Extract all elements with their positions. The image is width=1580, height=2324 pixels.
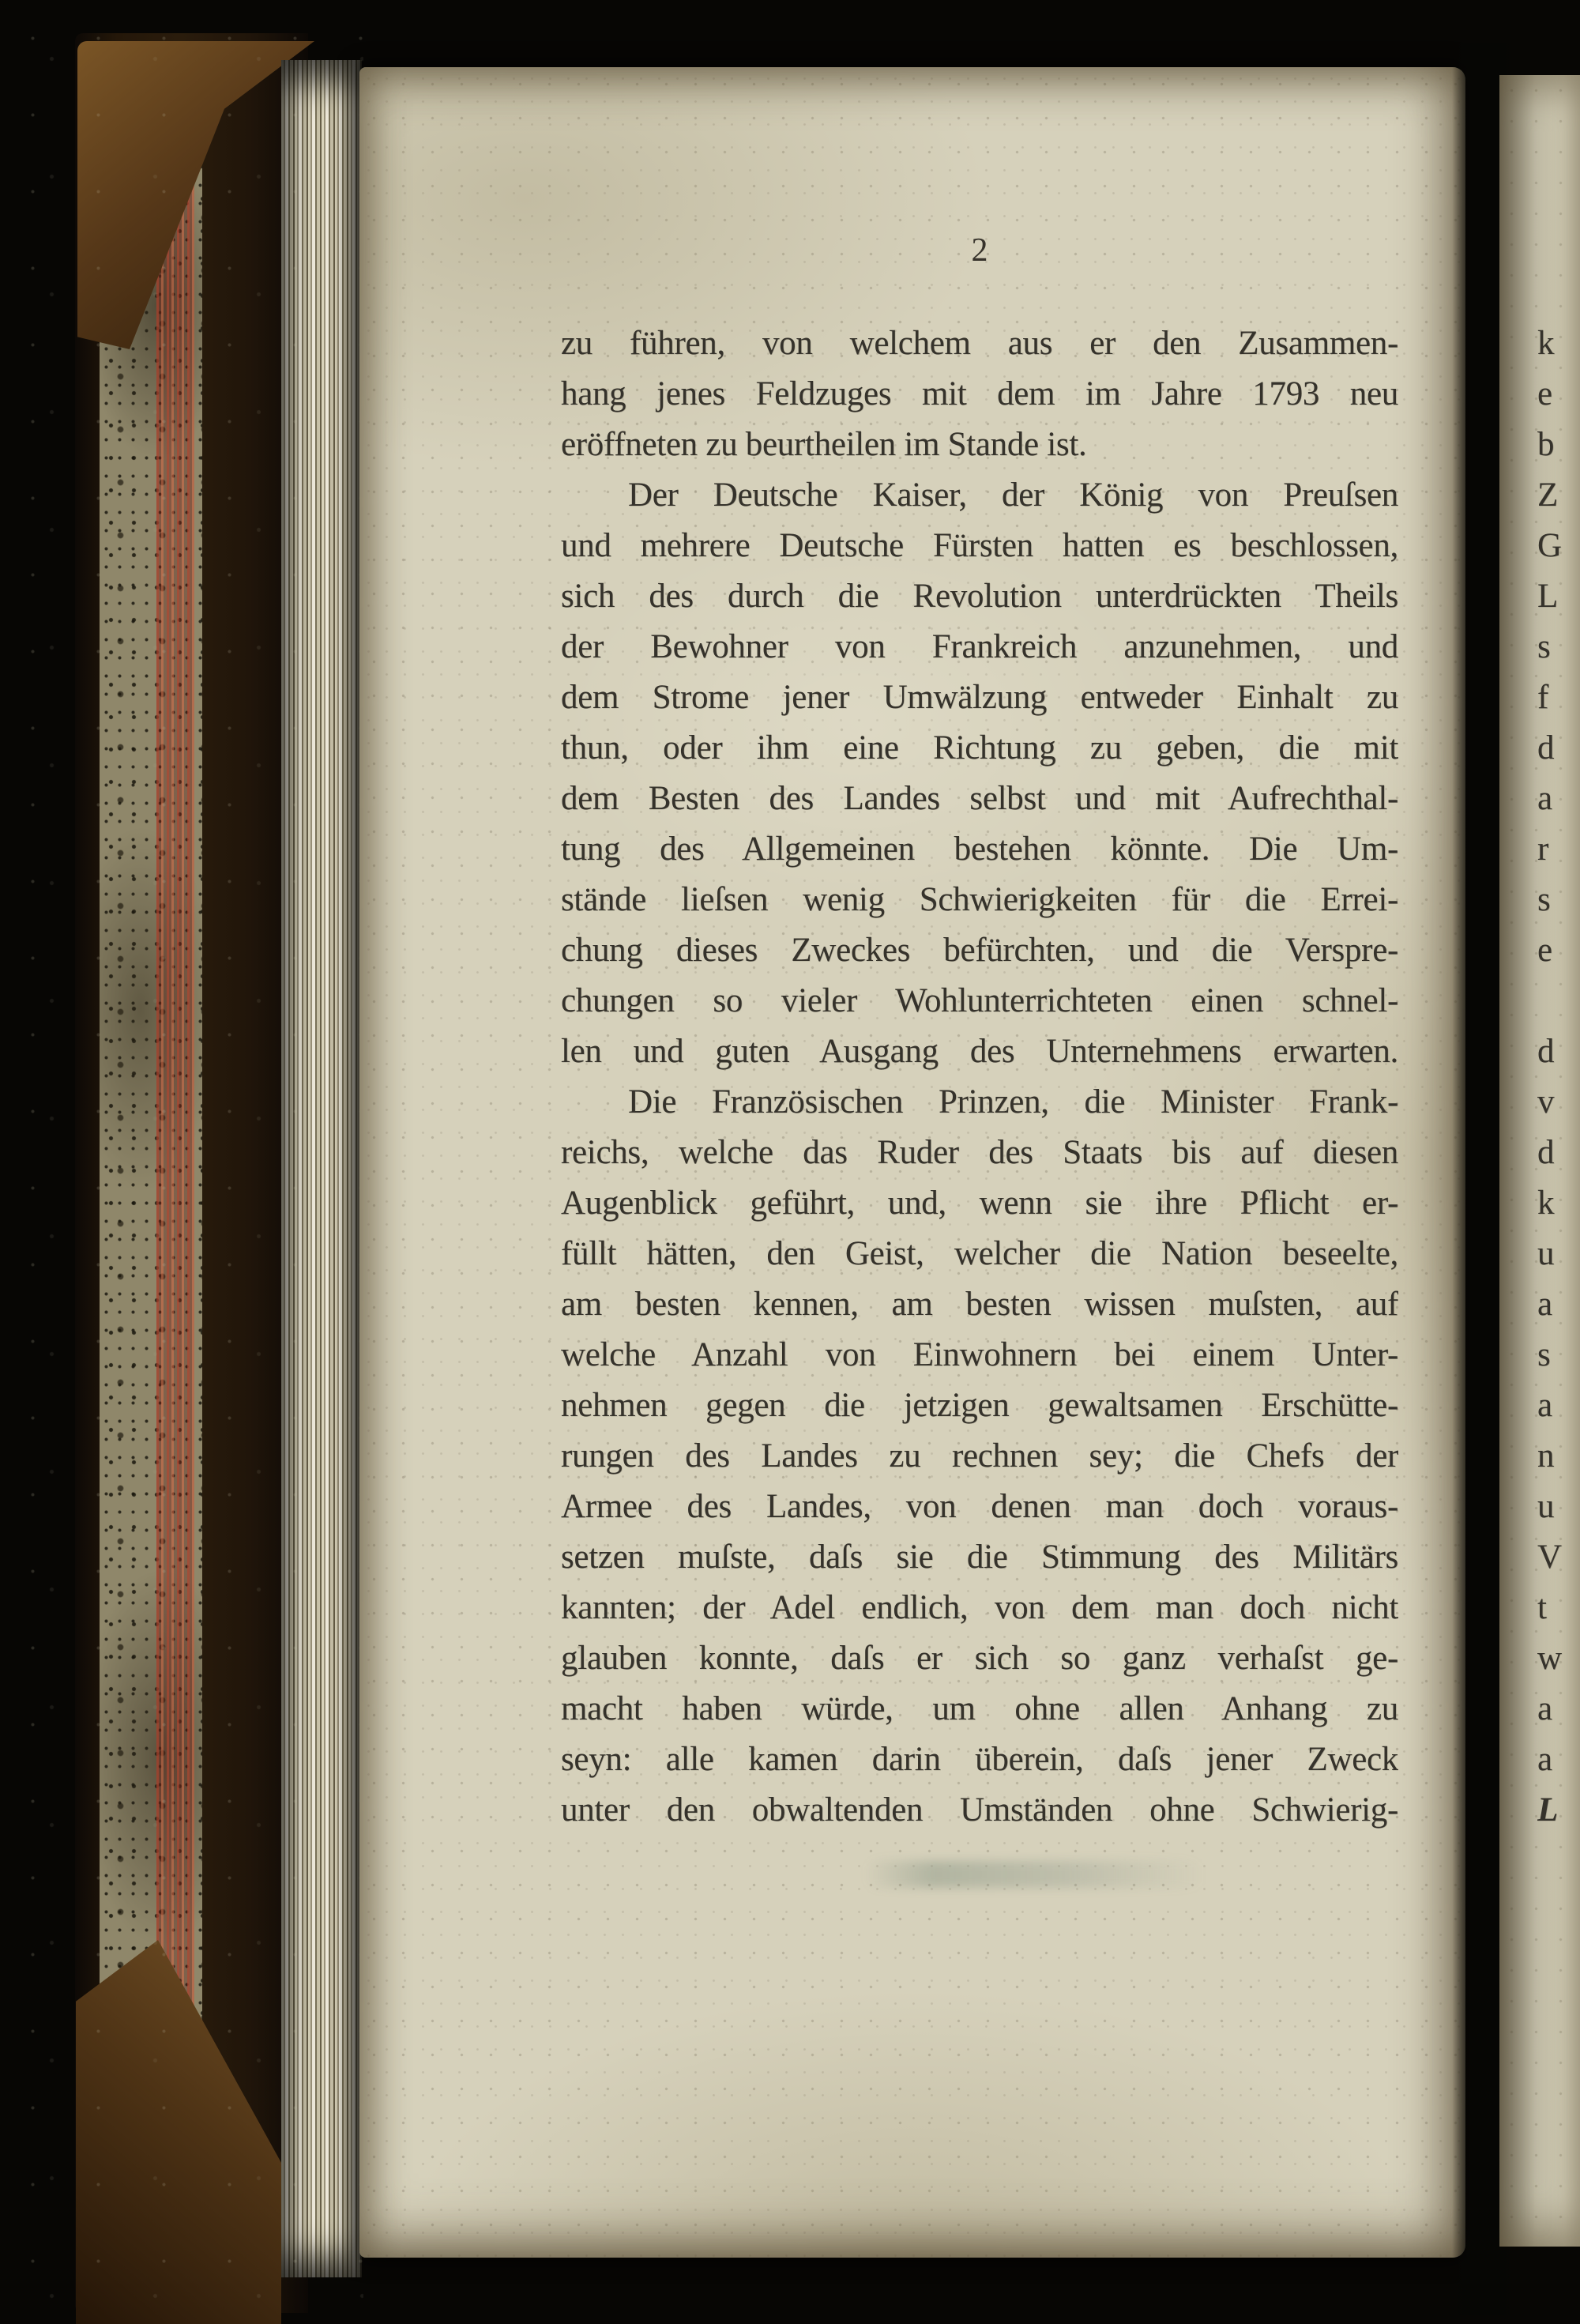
text-line: zu führen, von welchem aus er den Zusammen- — [561, 325, 1398, 362]
next-page-fragment: k — [1537, 1185, 1555, 1222]
next-page-fragment: G — [1537, 527, 1563, 564]
text-line: nehmen gegen die jetzigen gewaltsamen Erschütte- — [561, 1387, 1398, 1424]
text-line: chungen so vieler Wohlunterrichteten einen schnel- — [561, 982, 1398, 1019]
next-page-fragment: f — [1537, 679, 1549, 716]
next-page-fragment: u — [1537, 1235, 1555, 1272]
next-page-fragment: d — [1537, 1033, 1555, 1070]
next-page-fragment: v — [1537, 1083, 1555, 1121]
next-page-fragment: L — [1537, 1791, 1559, 1829]
next-page-fragment: s — [1537, 628, 1551, 665]
red-sprinkled-page-edge — [156, 89, 194, 2135]
text-block — [561, 318, 1398, 1836]
text-line: stände lieſsen wenig Schwierigkeiten für die Errei- — [561, 881, 1398, 918]
text-line: chung dieses Zweckes befürchten, und die Verspre- — [561, 932, 1398, 969]
next-page-fragment: a — [1537, 1286, 1553, 1323]
text-line: macht haben würde, um ohne allen Anhang zu — [561, 1690, 1398, 1727]
next-page-fragment — [1537, 976, 1580, 1026]
text-line: am besten kennen, am besten wissen muſsten, auf — [561, 1286, 1398, 1323]
text-line: len und guten Ausgang des Unternehmens erwarten. — [561, 1033, 1398, 1070]
next-page-fragment: d — [1537, 1134, 1555, 1171]
next-page-fragment: u — [1537, 1488, 1555, 1525]
next-page-fragment: s — [1537, 1336, 1551, 1373]
text-line: Der Deutsche Kaiser, der König von Preuſsen — [628, 476, 1398, 514]
text-line: unter den obwaltenden Umständen ohne Schwierig- — [561, 1791, 1398, 1829]
next-page-fragment: a — [1537, 1690, 1553, 1727]
text-line: dem Besten des Landes selbst und mit Aufrechthal- — [561, 780, 1398, 817]
next-page-fragment: s — [1537, 881, 1551, 918]
next-page-fragment: Z — [1537, 476, 1559, 514]
text-line: füllt hätten, den Geist, welcher die Nation beseelte, — [561, 1235, 1398, 1272]
text-line: hang jenes Feldzuges mit dem im Jahre 1793 neu — [561, 375, 1398, 412]
next-page-fragment: w — [1537, 1640, 1563, 1677]
next-page-fragment: t — [1537, 1589, 1547, 1626]
next-page-text-fragments — [1537, 318, 1580, 1836]
book-page-right-sliver — [1499, 75, 1580, 2247]
next-page-fragment: a — [1537, 1387, 1553, 1424]
text-line: der Bewohner von Frankreich anzunehmen, und — [561, 628, 1398, 665]
next-page-fragment: n — [1537, 1437, 1555, 1475]
next-page-fragment: a — [1537, 780, 1553, 817]
text-line: seyn: alle kamen darin überein, daſs jener Zweck — [561, 1741, 1398, 1778]
text-line: tung des Allgemeinen bestehen könnte. Die Um- — [561, 831, 1398, 868]
text-line: setzen muſste, daſs sie die Stimmung des Militärs — [561, 1539, 1398, 1576]
text-line: glauben konnte, daſs er sich so ganz verhaſst ge- — [561, 1640, 1398, 1677]
next-page-fragment: e — [1537, 932, 1553, 969]
next-page-fragment: b — [1537, 426, 1555, 463]
next-page-fragment: e — [1537, 375, 1553, 412]
text-line: Die Französischen Prinzen, die Minister Frank- — [628, 1083, 1398, 1121]
book-page-left — [359, 67, 1465, 2258]
page-number: 2 — [971, 232, 988, 269]
text-line: sich des durch die Revolution unterdrückten Theils — [561, 578, 1398, 615]
next-page-fragment: a — [1537, 1741, 1553, 1778]
text-line: reichs, welche das Ruder des Staats bis auf diesen — [561, 1134, 1398, 1171]
text-line: welche Anzahl von Einwohnern bei einem Unter- — [561, 1336, 1398, 1373]
ink-smudge — [865, 1861, 1205, 1888]
next-page-fragment: d — [1537, 729, 1555, 767]
next-page-fragment: k — [1537, 325, 1555, 362]
text-line: eröffneten zu beurtheilen im Stande ist. — [561, 426, 1087, 463]
text-line: Augenblick geführt, und, wenn sie ihre Pflicht er- — [561, 1185, 1398, 1222]
next-page-fragment: V — [1537, 1539, 1563, 1576]
next-page-fragment: L — [1537, 578, 1559, 615]
text-line: thun, oder ihm eine Richtung zu geben, die mit — [561, 729, 1398, 767]
text-line: kannten; der Adel endlich, von dem man doch nicht — [561, 1589, 1398, 1626]
page-edge-stack — [281, 60, 362, 2277]
text-line: Armee des Landes, von denen man doch voraus- — [561, 1488, 1398, 1525]
text-line: und mehrere Deutsche Fürsten hatten es beschlossen, — [561, 527, 1398, 564]
text-line: rungen des Landes zu rechnen sey; die Chefs der — [561, 1437, 1398, 1475]
text-line: dem Strome jener Umwälzung entweder Einhalt zu — [561, 679, 1398, 716]
next-page-fragment: r — [1537, 831, 1549, 868]
